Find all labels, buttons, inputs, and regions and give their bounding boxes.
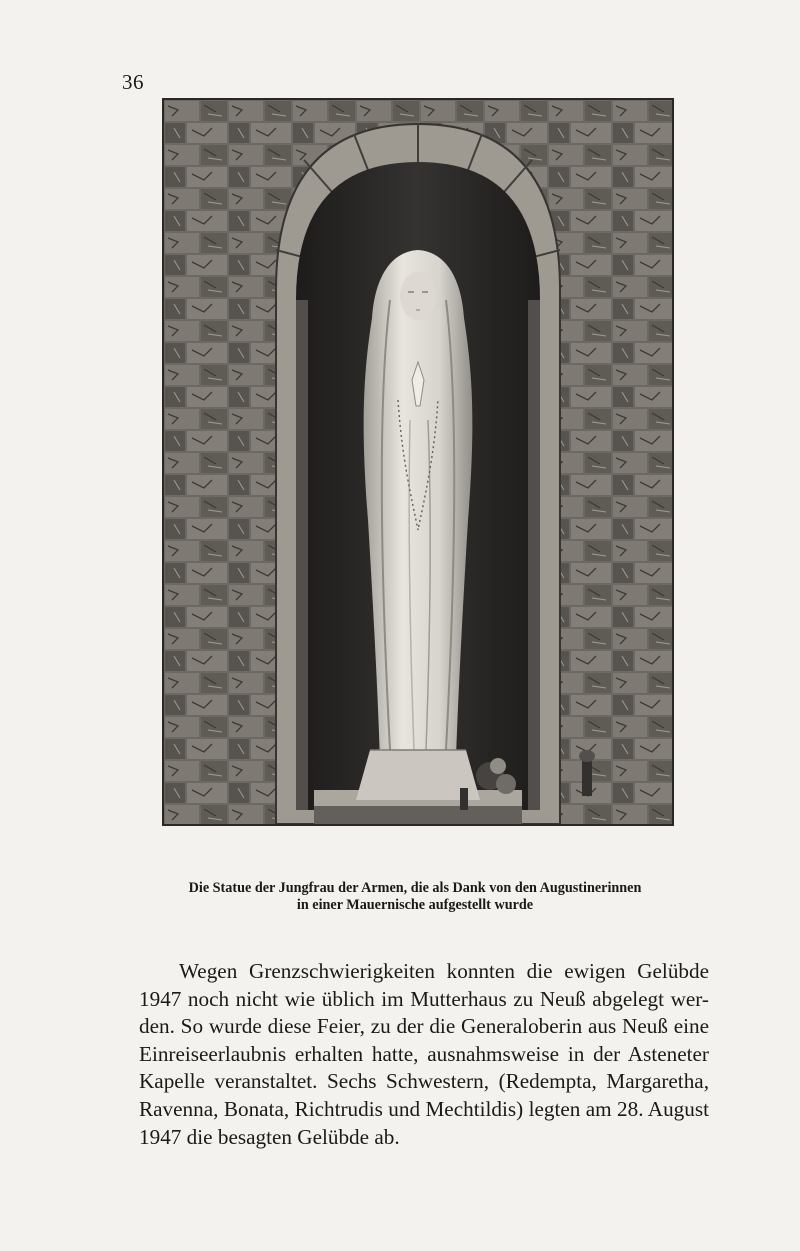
text-line: Wegen Grenzschwierigkeiten konnten die ewigen Gelübde bbox=[179, 959, 709, 983]
caption-line: in einer Mauernische aufgestellt wurde bbox=[296, 897, 534, 913]
text-line: Einreiseerlaubnis erhalten hatte, ausnahmsweise in der Asteneter bbox=[139, 1041, 709, 1066]
text-line: den. So wurde diese Feier, zu der die Generaloberin aus Neuß eine bbox=[139, 1014, 709, 1039]
body-paragraph bbox=[139, 958, 709, 1151]
text-line: 1947 noch nicht wie üblich im Mutterhaus zu Neuß abgelegt wer- bbox=[139, 986, 709, 1011]
statue-photo bbox=[162, 98, 674, 826]
text-line: Ravenna, Bonata, Richtrudis und Mechtildis) legten am 28. August bbox=[139, 1096, 709, 1121]
page-number: 36 bbox=[122, 70, 144, 94]
text-line: Kapelle veranstaltet. Sechs Schwestern, (Redempta, Margaretha, bbox=[139, 1069, 709, 1094]
caption-line: Die Statue der Jungfrau der Armen, die als Dank von den Augustinerinnen bbox=[188, 880, 642, 896]
text-line: 1947 die besagten Gelübde ab. bbox=[139, 1124, 400, 1149]
figure-caption bbox=[120, 880, 710, 914]
statue-niche-illustration bbox=[164, 100, 672, 824]
